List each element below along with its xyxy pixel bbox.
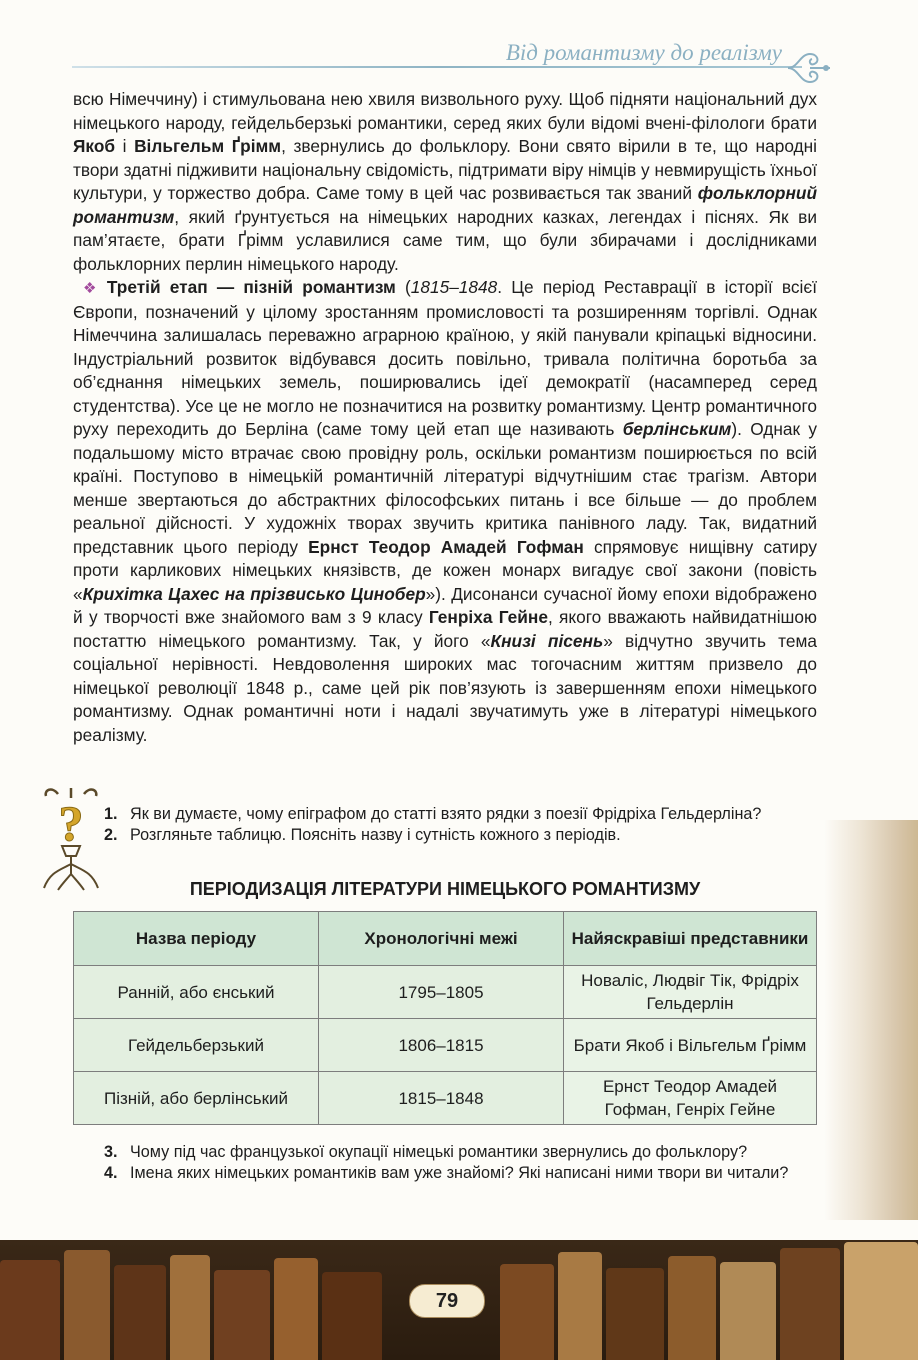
table-row xyxy=(74,1019,817,1072)
column-header: Назва періоду xyxy=(74,912,319,966)
periodization-table xyxy=(73,911,817,1125)
flourish-icon xyxy=(786,44,834,88)
table-title: ПЕРІОДИЗАЦІЯ ЛІТЕРАТУРИ НІМЕЦЬКОГО РОМАНТИЗМУ xyxy=(189,879,701,899)
paragraph: ❖ Третій етап — пізній романтизм (1815–1848. Це період Реставрації в історії всієї Європи, позначений у цілому зростанням промисловості та розширенням торгівлі. Однак Німеччина залишалась переважно аграрною країною, у якій панували кріпацькі відносини. Індустріальний розвиток відбувався досить повільно, тривала політична боротьба за об’єднання німецьких земель, поширювались ідеї демократії (насамперед серед студентства). Усе це не могло не позначитися на розвитку романтизму. Центр романтичного руху переходить до Берліна (саме тому цей етап ще називають берлінським). Однак у подальшому місто втрачає свою провідну роль, оскільки романтизм поширюється по всій країні. Поступово в німецькій романтичній літературі відчутнішим стає трагізм. Автори менше звертаються до абстрактних філософських питань і все більше — до проблем реальної дійсності. У художніх творах звучить критика панівного ладу. Так, видатний представник цього періоду Ернст Теодор Амадей Гофман спрямовує нищівну сатиру проти карликових німецьких князівств, де кожен монарх вигадує свої закони (повість «Крихітка Цахес на прізвисько Цинобер»). Дисонанси сучасної йому епохи відображено й у творчості вже знайомого вам з 9 класу Генріха Гейне, якого вважають найвидатнішою постаттю німецького романтизму. Так, у його «Книзі пісень» відчутно звучить тема соціальної нерівності. Невдоволення широких мас тогочасним життям призвело до німецької революції 1848 р., саме цей рік пов’язують із завершенням епохи німецького романтизму. Однак романтичні ноти і надалі звучатимуть уже в літературі німецького реалізму. xyxy=(73,277,818,745)
question-item xyxy=(104,1142,816,1163)
name-hoffmann: Ернст Теодор Амадей Гофман xyxy=(308,536,584,557)
table-row xyxy=(74,1072,817,1125)
work-title-zaches: Крихітка Цахес на прізвисько Цинобер xyxy=(82,583,426,604)
question-item xyxy=(104,1163,816,1184)
main-text xyxy=(73,88,817,747)
question-number: 1. xyxy=(104,805,118,823)
page-number: 79 xyxy=(409,1284,485,1318)
table-cell: 1795–1805 xyxy=(319,966,564,1019)
question-number: 4. xyxy=(104,1164,118,1182)
question-number: 3. xyxy=(104,1143,118,1161)
text-run: спрямовує нищівну сатиру проти карликових німецьких князівств, де кожен монарх вигадує свої закони (повість « xyxy=(73,536,817,604)
question-number: 2. xyxy=(104,826,118,844)
text-run: . Це період Реставрації в історії всієї Європи, позначений у цілому зростанням промисловості та розширенням торгівлі. Однак Німеччина залишалась переважно аграрною країною, у якій панували кріпацькі відносини. Індустріальний розвиток відбувався досить повільно, тривала політична боротьба за об’єднання німецьких земель, поширювались ідеї демократії (насамперед серед студентства). Усе це не могло не позначитися на розвитку романтизму. Центр романтичного руху переходить до Берліна (саме тому цей етап ще називають xyxy=(73,277,818,439)
text-run: всю Німеччину) і стимульована нею хвиля визвольного руху. Щоб підняти національний дух німецького народу, гейдельберзькі романтики, серед яких були відомі вчені-філологи брати xyxy=(73,89,817,133)
question-text: Як ви думаєте, чому епіграфом до статті взято рядки з поезії Фрідріха Гельдерліна? xyxy=(130,805,762,823)
question-mark-icon xyxy=(40,784,102,892)
question-text: Розгляньте таблицю. Поясніть назву і сутність кожного з періодів. xyxy=(130,826,621,844)
table-cell: Пізній, або берлінський xyxy=(74,1072,319,1125)
question-item xyxy=(104,825,816,846)
header-rule xyxy=(72,66,802,68)
side-illustration xyxy=(824,820,918,1220)
table-cell: Ранній, або єнський xyxy=(74,966,319,1019)
question-text: Імена яких німецьких романтиків вам уже знайомі? Які написані ними твори ви читали? xyxy=(130,1164,789,1182)
questions-top xyxy=(104,804,816,846)
text-run: ). Однак у подальшому місто втрачає свою провідну роль, оскільки романтизм поширюється по всій країні. Поступово в німецькій романтичній літературі відчутнішим стає трагізм. Автори менше звертаються до абстрактних філософських питань і все більше — до проблем реальної дійсності. У художніх творах звучить критика панівного ладу. Так, видатний представник цього періоду xyxy=(73,419,817,557)
question-text: Чому під час французької окупації німецькі романтики звернулись до фольклору? xyxy=(130,1143,748,1161)
stage-heading: Третій етап — пізній романтизм xyxy=(106,277,396,297)
name-heine: Генріха Гейне xyxy=(428,607,548,627)
table-cell: 1806–1815 xyxy=(319,1019,564,1072)
table-cell: Новаліс, Людвіг Тік, Фрідріх Гельдерлін xyxy=(564,966,817,1019)
text-run: »). Дисонанси сучасної йому епохи відображено й у творчості вже знайомого вам з 9 класу xyxy=(73,583,818,627)
column-header: Найяскравіші представники xyxy=(564,912,817,966)
table-header-row xyxy=(74,912,817,966)
stage-dates: 1815–1848 xyxy=(410,277,498,297)
term-folklore-romanticism: фольклорний романтизм xyxy=(73,183,817,227)
work-title-book-of-songs: Книзі пісень xyxy=(490,630,604,651)
name-wilhelm-grimm: Вільгельм Ґрімм xyxy=(134,136,282,156)
diamond-bullet-icon: ❖ xyxy=(83,280,101,297)
column-header: Хронологічні межі xyxy=(319,912,564,966)
table-row xyxy=(74,966,817,1019)
question-item xyxy=(104,804,816,825)
text-run: і xyxy=(115,136,135,156)
running-header: Від романтизму до реалізму xyxy=(505,40,782,65)
text-run: , якого вважають найвидатнішою постаттю німецького романтизму. Так, у його « xyxy=(73,607,817,651)
paragraph xyxy=(73,88,817,276)
table-cell: Ернст Теодор Амадей Гофман, Генріх Гейне xyxy=(564,1072,817,1125)
table-cell: 1815–1848 xyxy=(319,1072,564,1125)
name-jacob: Якоб xyxy=(73,136,116,156)
term-berlin: берлінським xyxy=(622,419,732,439)
questions-bottom xyxy=(104,1142,816,1184)
table-cell: Гейдельберзький xyxy=(74,1019,319,1072)
text-run: » відчутно звучить тема соціальної нерівності. Невдоволення широких мас тогочасним життям призвело до німецької революції 1848 р., саме цей рік пов’язують із завершенням епохи німецького романтизму. Однак романтичні ноти і надалі звучатимуть уже в літературі німецького реалізму. xyxy=(73,630,817,745)
table-cell: Брати Якоб і Вільгельм Ґрімм xyxy=(564,1019,817,1072)
text-run: , звернулись до фольклору. Вони свято вірили в те, що народні твори здатні підживити національну свідомість, підтримати віру німців у невмирущість їхньої культури, у торжество добра. Саме тому в цей час розвивається так званий xyxy=(73,136,818,203)
svg-text:?: ? xyxy=(58,795,84,851)
text-run: , який ґрунтується на німецьких народних казках, легендах і піснях. Як ви пам’ятаєте, брати Ґрімм уславилися саме тим, що були збирачами і дослідниками фольклорних перлин німецького народу. xyxy=(73,206,817,274)
